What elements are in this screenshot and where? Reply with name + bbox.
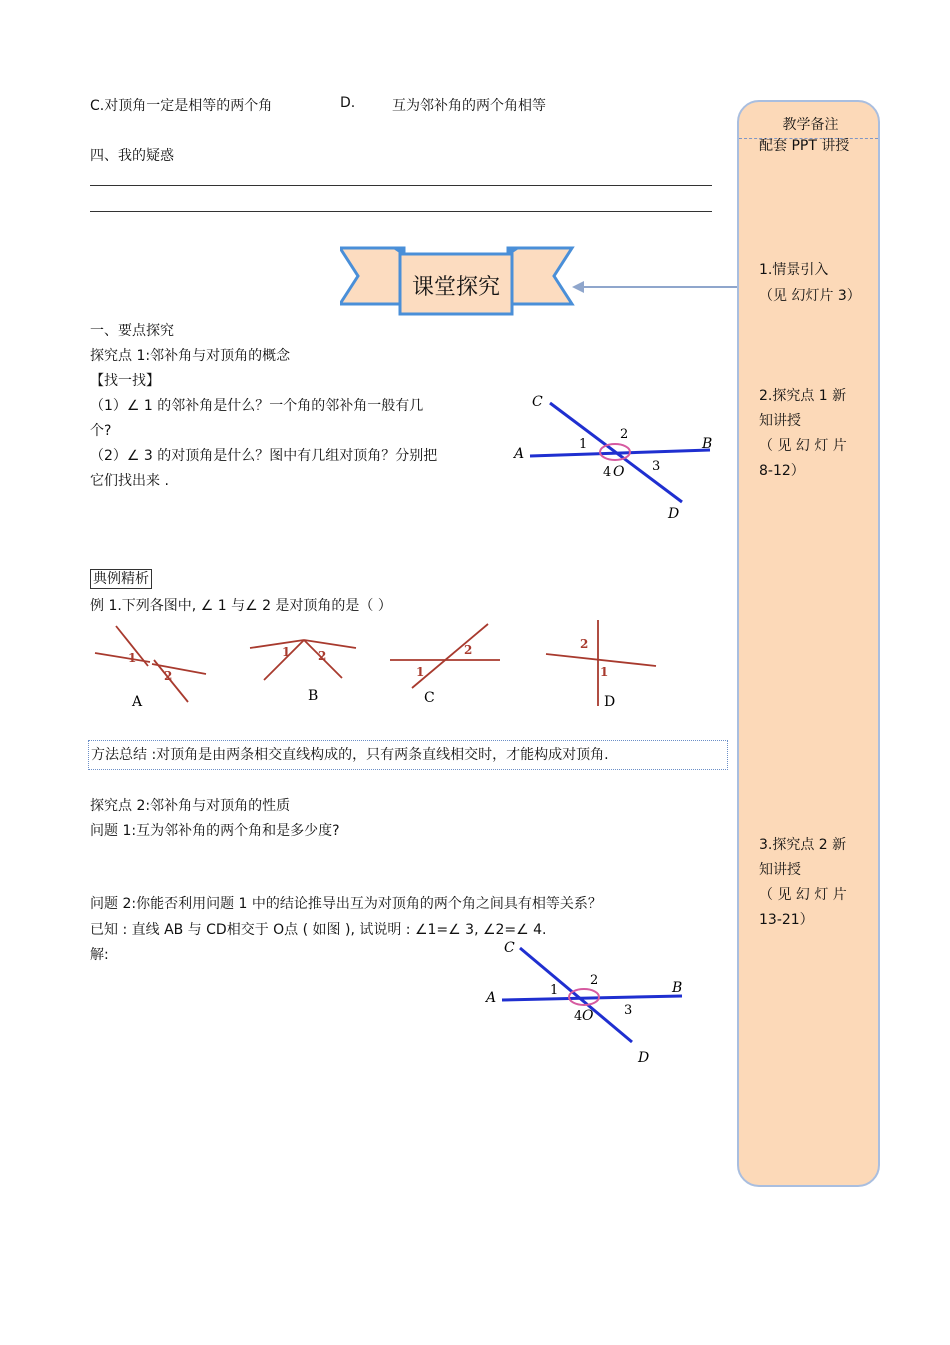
sidebar-item1-title: 1.情景引入 bbox=[759, 262, 829, 278]
label-c: C bbox=[532, 394, 543, 410]
section-heading: 一、要点探究 bbox=[90, 323, 174, 339]
sidebar-item2-range: 8-12） bbox=[759, 463, 805, 479]
point2-question-2: 问题 2:你能否利用问题 1 中的结论推导出互为对顶角的两个角之间具有相等关系？ bbox=[90, 896, 602, 912]
fig2-angle-4: 4 bbox=[574, 1009, 583, 1024]
label-o: O bbox=[613, 464, 625, 480]
choice-d-label: D bbox=[604, 694, 616, 710]
label-a: A bbox=[514, 446, 525, 462]
c-angle-1: 1 bbox=[416, 665, 425, 679]
fig2-label-d: D bbox=[638, 1050, 650, 1066]
point1-heading: 探究点 1:邻补角与对顶角的概念 bbox=[90, 348, 291, 364]
angle-1: 1 bbox=[579, 437, 588, 452]
arrow-icon bbox=[570, 279, 740, 295]
sidebar-item2-title: 2.探究点 1 新 bbox=[759, 388, 847, 404]
sidebar-item3-title: 3.探究点 2 新 bbox=[759, 837, 847, 853]
point2-heading: 探究点 2:邻补角与对顶角的性质 bbox=[90, 798, 291, 814]
a-angle-2: 2 bbox=[164, 669, 173, 683]
teaching-notes-sidebar bbox=[737, 100, 880, 1187]
question-1a: （1）∠ 1 的邻补角是什么？一个角的邻补角一般有几 bbox=[90, 398, 424, 414]
given-text: 已知 : 直线 AB 与 CD相交于 O点 ( 如图 ), 试说明 : ∠1=∠ 3, ∠2=∠ 4. bbox=[90, 922, 547, 938]
d-angle-1: 1 bbox=[600, 665, 609, 679]
doubts-heading: 四、我的疑惑 bbox=[90, 148, 174, 164]
label-d: D bbox=[668, 506, 680, 522]
fig2-label-b: B bbox=[672, 980, 683, 996]
fig2-angle-1: 1 bbox=[550, 983, 559, 998]
question-1b: 个? bbox=[90, 423, 112, 439]
choice-b-label: B bbox=[308, 688, 319, 704]
sidebar-ppt: 配套 PPT 讲授 bbox=[759, 138, 850, 154]
label-b: B bbox=[702, 436, 713, 452]
a-angle-1: 1 bbox=[128, 651, 137, 665]
intersecting-lines-figure-1 bbox=[510, 390, 720, 525]
example-text: 例 1.下列各图中, ∠ 1 与∠ 2 是对顶角的是（ ） bbox=[90, 598, 392, 614]
question-2b: 它们找出来 . bbox=[90, 473, 169, 489]
c-angle-2: 2 bbox=[464, 643, 473, 657]
solution-label: 解: bbox=[90, 947, 109, 963]
sidebar-item3-sub: 知讲授 bbox=[759, 862, 801, 878]
option-c: C.对顶角一定是相等的两个角 bbox=[90, 98, 273, 114]
sidebar-item2-sub: 知讲授 bbox=[759, 413, 801, 429]
fig2-angle-3: 3 bbox=[624, 1003, 633, 1018]
fig2-label-a: A bbox=[486, 990, 497, 1006]
sidebar-item1-slides: （见 幻灯片 3） bbox=[759, 288, 861, 304]
sidebar-item2-slides: （ 见 幻 灯 片 bbox=[759, 438, 847, 454]
fig2-label-c: C bbox=[504, 940, 515, 956]
example-tag: 典例精析 bbox=[90, 568, 152, 588]
option-d-letter: D. bbox=[340, 95, 356, 111]
sidebar-item3-slides: （ 见 幻 灯 片 bbox=[759, 887, 847, 903]
choice-c-label: C bbox=[424, 690, 435, 706]
sidebar-item3-range: 13-21） bbox=[759, 912, 814, 928]
method-summary: 方法总结 :对顶角是由两条相交直线构成的，只有两条直线相交时，才能构成对顶角. bbox=[88, 740, 728, 770]
point2-question-1: 问题 1:互为邻补角的两个角和是多少度? bbox=[90, 823, 340, 839]
angle-2: 2 bbox=[620, 427, 629, 442]
b-angle-1: 1 bbox=[282, 645, 291, 659]
sidebar-title: 教学备注 bbox=[782, 117, 839, 133]
angle-3: 3 bbox=[652, 459, 661, 474]
angle-4: 4 bbox=[603, 465, 612, 480]
question-2a: （2）∠ 3 的对顶角是什么？图中有几组对顶角？分别把 bbox=[90, 448, 438, 464]
answer-line-2 bbox=[90, 211, 712, 212]
fig2-label-o: O bbox=[582, 1008, 594, 1024]
find-label: 【找一找】 bbox=[90, 373, 160, 389]
intersecting-lines-figure-2 bbox=[482, 936, 692, 1066]
d-angle-2: 2 bbox=[580, 637, 589, 651]
b-angle-2: 2 bbox=[318, 649, 327, 663]
option-d: 互为邻补角的两个角相等 bbox=[392, 98, 546, 114]
answer-line-1 bbox=[90, 185, 712, 186]
fig2-angle-2: 2 bbox=[590, 973, 599, 988]
banner-title: 课堂探究 bbox=[411, 275, 500, 300]
choice-a-label: A bbox=[132, 694, 143, 710]
example-choices-figure bbox=[90, 618, 670, 713]
